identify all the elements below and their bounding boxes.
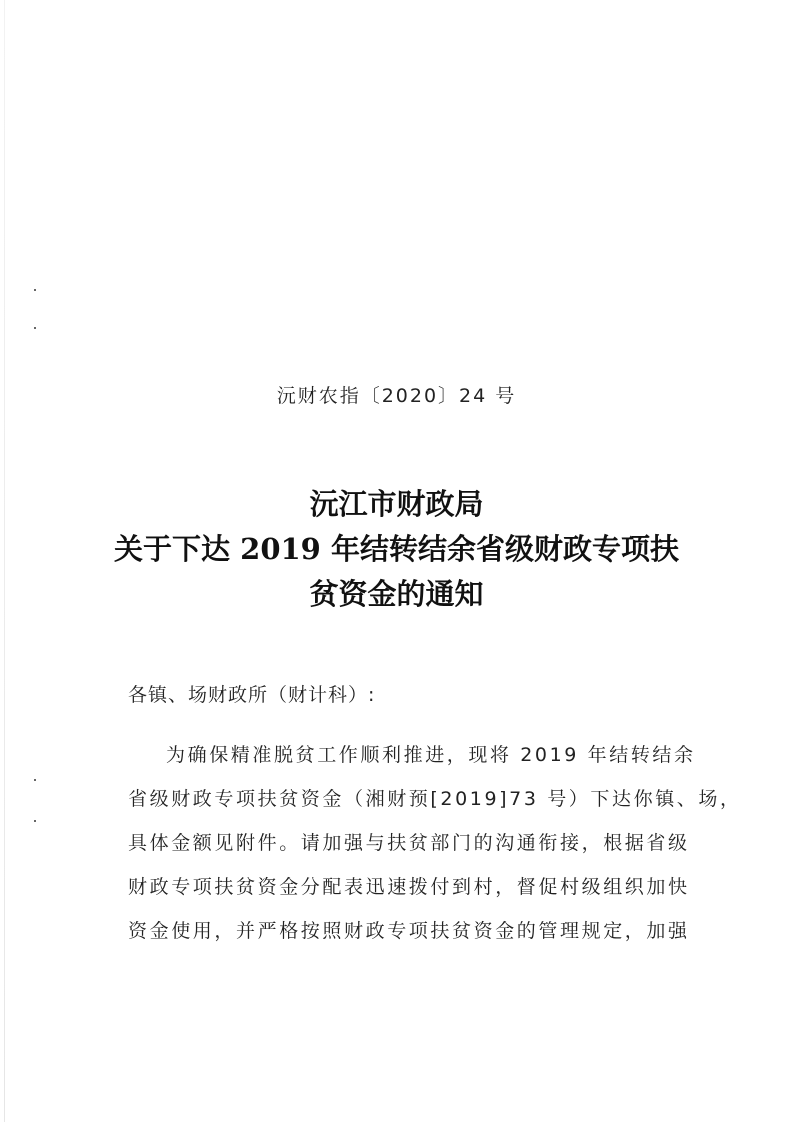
scan-speck [34,289,36,291]
document-title [110,482,683,617]
title-line: 关于下达 2019 年结转结余省级财政专项扶 [114,532,679,566]
document-number: 沅财农指〔2020〕24 号 [276,385,517,407]
scan-speck [34,820,36,822]
salutation: 各镇、场财政所（财计科）: [128,684,376,706]
scan-speck [34,779,36,781]
body-line: 省级财政专项扶贫资金（湘财预[2019]73 号）下达你镇、场， [128,788,742,810]
scan-speck [34,327,36,329]
title-line: 贫资金的通知 [309,577,484,611]
scan-edge [4,0,5,1122]
body-line: 具体金额见附件。请加强与扶贫部门的沟通衔接，根据省级 [128,832,690,854]
body-paragraph [128,733,742,953]
body-line: 为确保精准脱贫工作顺利推进，现将 2019 年结转结余 [166,744,696,766]
title-line: 沅江市财政局 [309,487,484,521]
body-line: 资金使用，并严格按照财政专项扶贫资金的管理规定，加强 [128,920,690,942]
body-line: 财政专项扶贫资金分配表迅速拨付到村，督促村级组织加快 [128,876,690,898]
